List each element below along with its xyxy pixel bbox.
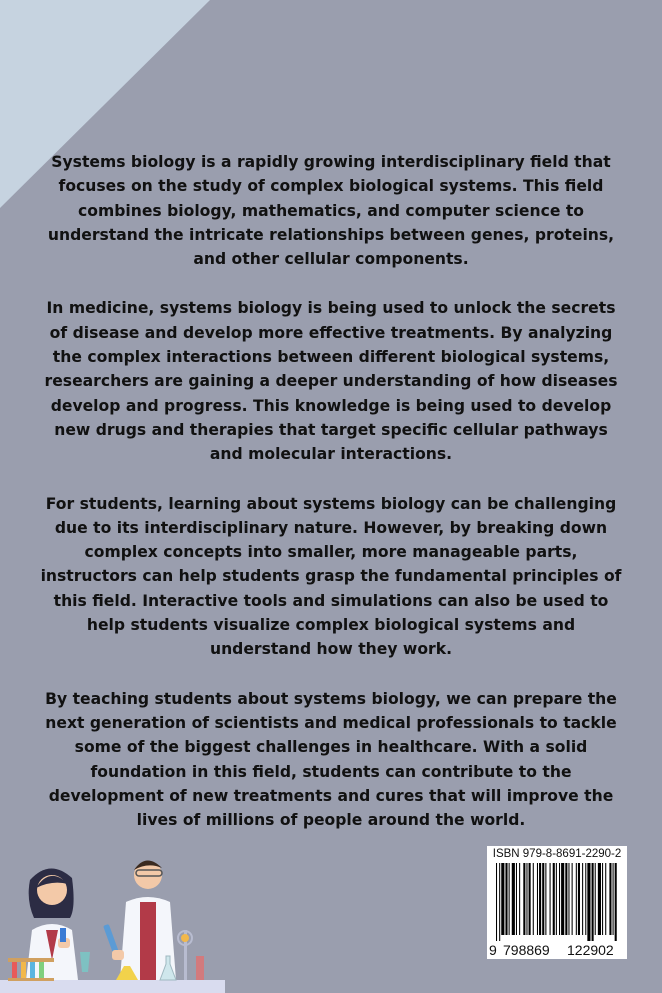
barcode-bar bbox=[587, 863, 590, 941]
barcode-bar bbox=[602, 863, 603, 935]
barcode-bar bbox=[595, 863, 596, 935]
barcode-bar bbox=[523, 863, 525, 935]
barcode-bar bbox=[565, 863, 567, 935]
isbn-barcode bbox=[487, 846, 627, 959]
paragraph-students: For students, learning about systems biology can be challenging due to its interdisciplinary nature. However, by breaking down complex concepts into smaller, more manageable parts, instructors can help students grasp the fundamental principles of this field. Interactive tools and simulations can also be used to help students visualize complex biological systems and understand how they work. bbox=[40, 494, 622, 659]
barcode-bar bbox=[509, 863, 510, 935]
barcode-bar bbox=[512, 863, 515, 935]
barcode-bar bbox=[526, 863, 527, 935]
barcode-bar bbox=[505, 863, 507, 935]
barcode-bar bbox=[615, 863, 617, 941]
isbn-label: ISBN 979-8-8691-2290-2 bbox=[492, 848, 622, 860]
barcode-bar bbox=[519, 863, 520, 935]
barcode-bar bbox=[501, 863, 504, 935]
barcode-bar bbox=[576, 863, 577, 935]
scientists-illustration-icon bbox=[0, 840, 225, 993]
barcode-bar bbox=[496, 863, 497, 941]
barcode-digits-group2: 122902 bbox=[567, 942, 614, 958]
barcode-bar bbox=[533, 863, 534, 935]
barcode-bar bbox=[559, 863, 560, 935]
barcode-bar bbox=[516, 863, 517, 935]
barcode-bar bbox=[585, 863, 586, 935]
barcode-digit-first: 9 bbox=[489, 942, 497, 958]
barcode-bar bbox=[539, 863, 541, 935]
barcode-bar bbox=[592, 863, 594, 941]
barcode-icon bbox=[492, 863, 622, 941]
barcode-bar bbox=[545, 863, 546, 935]
back-cover-description bbox=[40, 150, 622, 857]
barcode-bar bbox=[613, 863, 614, 935]
barcode-bar bbox=[556, 863, 557, 935]
barcode-bar bbox=[537, 863, 538, 935]
barcode-bar bbox=[572, 863, 573, 935]
female-scientist bbox=[26, 868, 90, 980]
barcode-bar bbox=[609, 863, 611, 935]
barcode-digits-group1: 798869 bbox=[503, 942, 550, 958]
barcode-bar bbox=[499, 863, 500, 941]
barcode-bar bbox=[598, 863, 601, 935]
barcode-bar bbox=[605, 863, 606, 935]
barcode-bar bbox=[561, 863, 564, 935]
paragraph-teaching: By teaching students about systems biology, we can prepare the next generation of scientists and medical professionals to tackle some of the biggest challenges in healthcare. With a solid foundation in this field, students can contribute to the development of new treatments and cures that will improve the lives of millions of people around the world. bbox=[45, 689, 617, 830]
barcode-bar bbox=[578, 863, 580, 935]
barcode-bar bbox=[568, 863, 569, 935]
barcode-bar bbox=[582, 863, 583, 935]
barcode-bar bbox=[542, 863, 544, 935]
paragraph-intro: Systems biology is a rapidly growing interdisciplinary field that focuses on the study of complex biological systems. This field combines biology, mathematics, and computer science to understand the intricate relationships between genes, proteins, and other cellular components. bbox=[47, 153, 615, 269]
barcode-bar bbox=[550, 863, 551, 935]
male-scientist bbox=[103, 860, 176, 980]
paragraph-medicine: In medicine, systems biology is being used to unlock the secrets of disease and develop more effective treatments. By analyzing the complex interactions between different biological systems, researchers are gaining a deeper understanding of how diseases develop and progress. This knowledge is being used to develop new drugs and therapies that target specific cellular pathways and molecular interactions. bbox=[44, 299, 618, 464]
barcode-bar bbox=[529, 863, 531, 935]
barcode-bar bbox=[553, 863, 555, 935]
